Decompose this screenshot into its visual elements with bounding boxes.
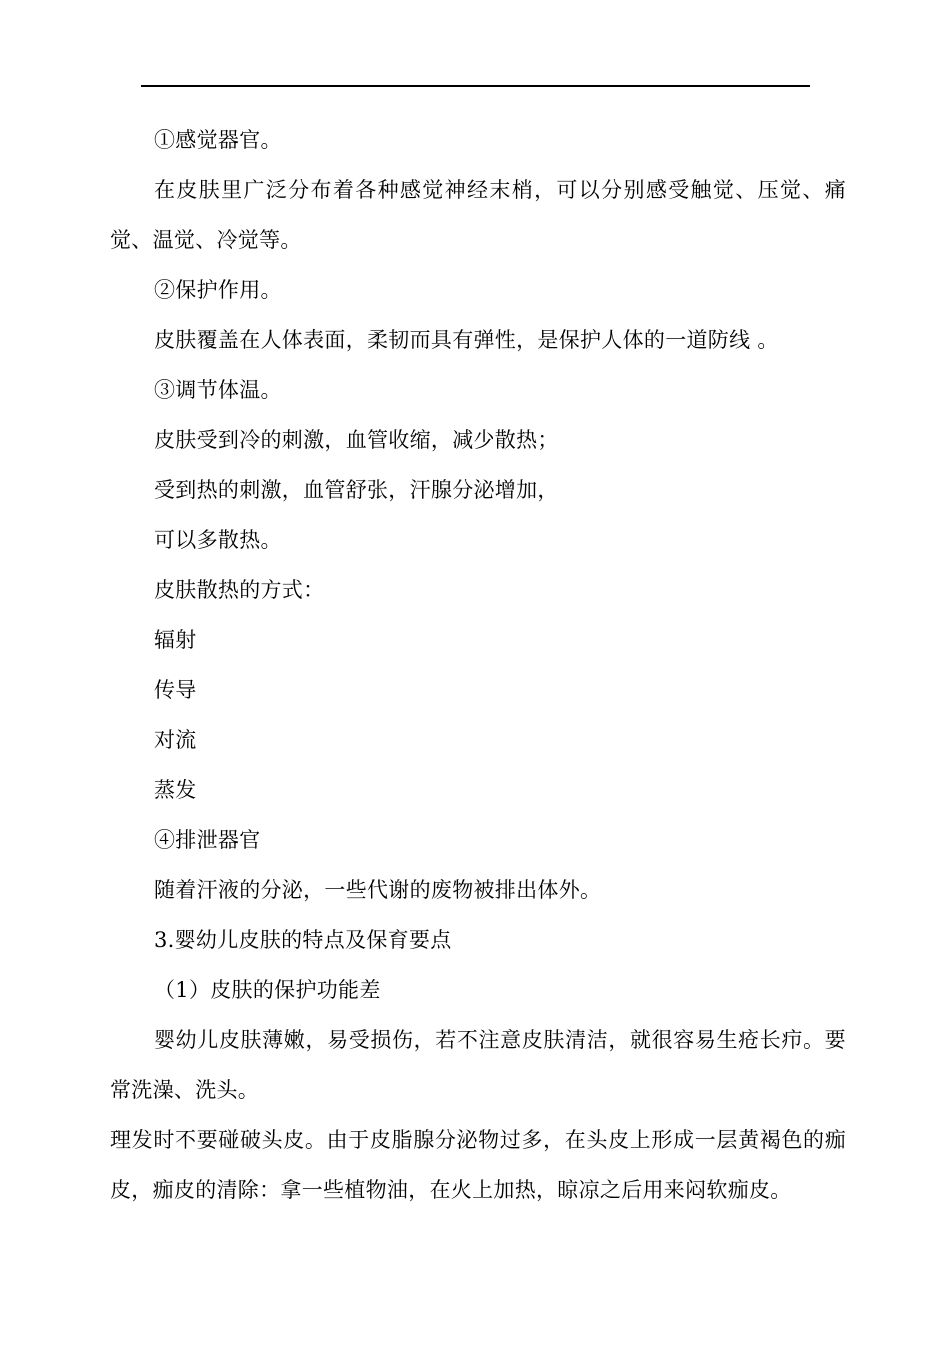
list-item-evaporation: 蒸发	[154, 778, 197, 802]
paragraph-sensory-nerves: 在皮肤里广泛分布着各种感觉神经末梢，可以分别感受触觉、压觉、痛觉、温觉、冷觉等。	[110, 178, 846, 252]
paragraph-infant-skin: 婴幼儿皮肤薄嫩，易受损伤，若不注意皮肤清洁，就很容易生疮长疖。要常洗澡、洗头。	[110, 1028, 846, 1102]
paragraph-protection: 皮肤覆盖在人体表面，柔韧而具有弹性，是保护人体的一道防线 。	[154, 328, 779, 352]
list-item-conduction: 传导	[154, 678, 197, 702]
heading-protection: ②保护作用。	[154, 278, 282, 302]
paragraph-cold-stimulus: 皮肤受到冷的刺激，血管收缩，减少散热；	[154, 428, 559, 452]
list-item-convection: 对流	[154, 728, 197, 752]
heading-heat-methods: 皮肤散热的方式：	[154, 578, 325, 602]
subheading-protection-weak: （1）皮肤的保护功能差	[154, 978, 381, 1002]
list-item-radiation: 辐射	[154, 628, 197, 652]
paragraph-more-heat: 可以多散热。	[154, 528, 282, 552]
document-body	[110, 115, 846, 1215]
header-rule	[141, 85, 810, 87]
section-heading-infant-skin: 3.婴幼儿皮肤的特点及保育要点	[154, 928, 452, 952]
paragraph-heat-stimulus: 受到热的刺激，血管舒张，汗腺分泌增加，	[154, 478, 559, 502]
heading-excretion: ④排泄器官	[154, 828, 261, 852]
heading-sensory-organ: ①感觉器官。	[154, 128, 282, 152]
heading-temperature: ③调节体温。	[154, 378, 282, 402]
paragraph-excretion: 随着汗液的分泌，一些代谢的废物被排出体外。	[154, 878, 602, 902]
paragraph-haircut: 理发时不要碰破头皮。由于皮脂腺分泌物过多，在头皮上形成一层黄褐色的痂皮，痂皮的清除：拿一些植物油，在火上加热，晾凉之后用来闷软痂皮。	[110, 1128, 846, 1202]
